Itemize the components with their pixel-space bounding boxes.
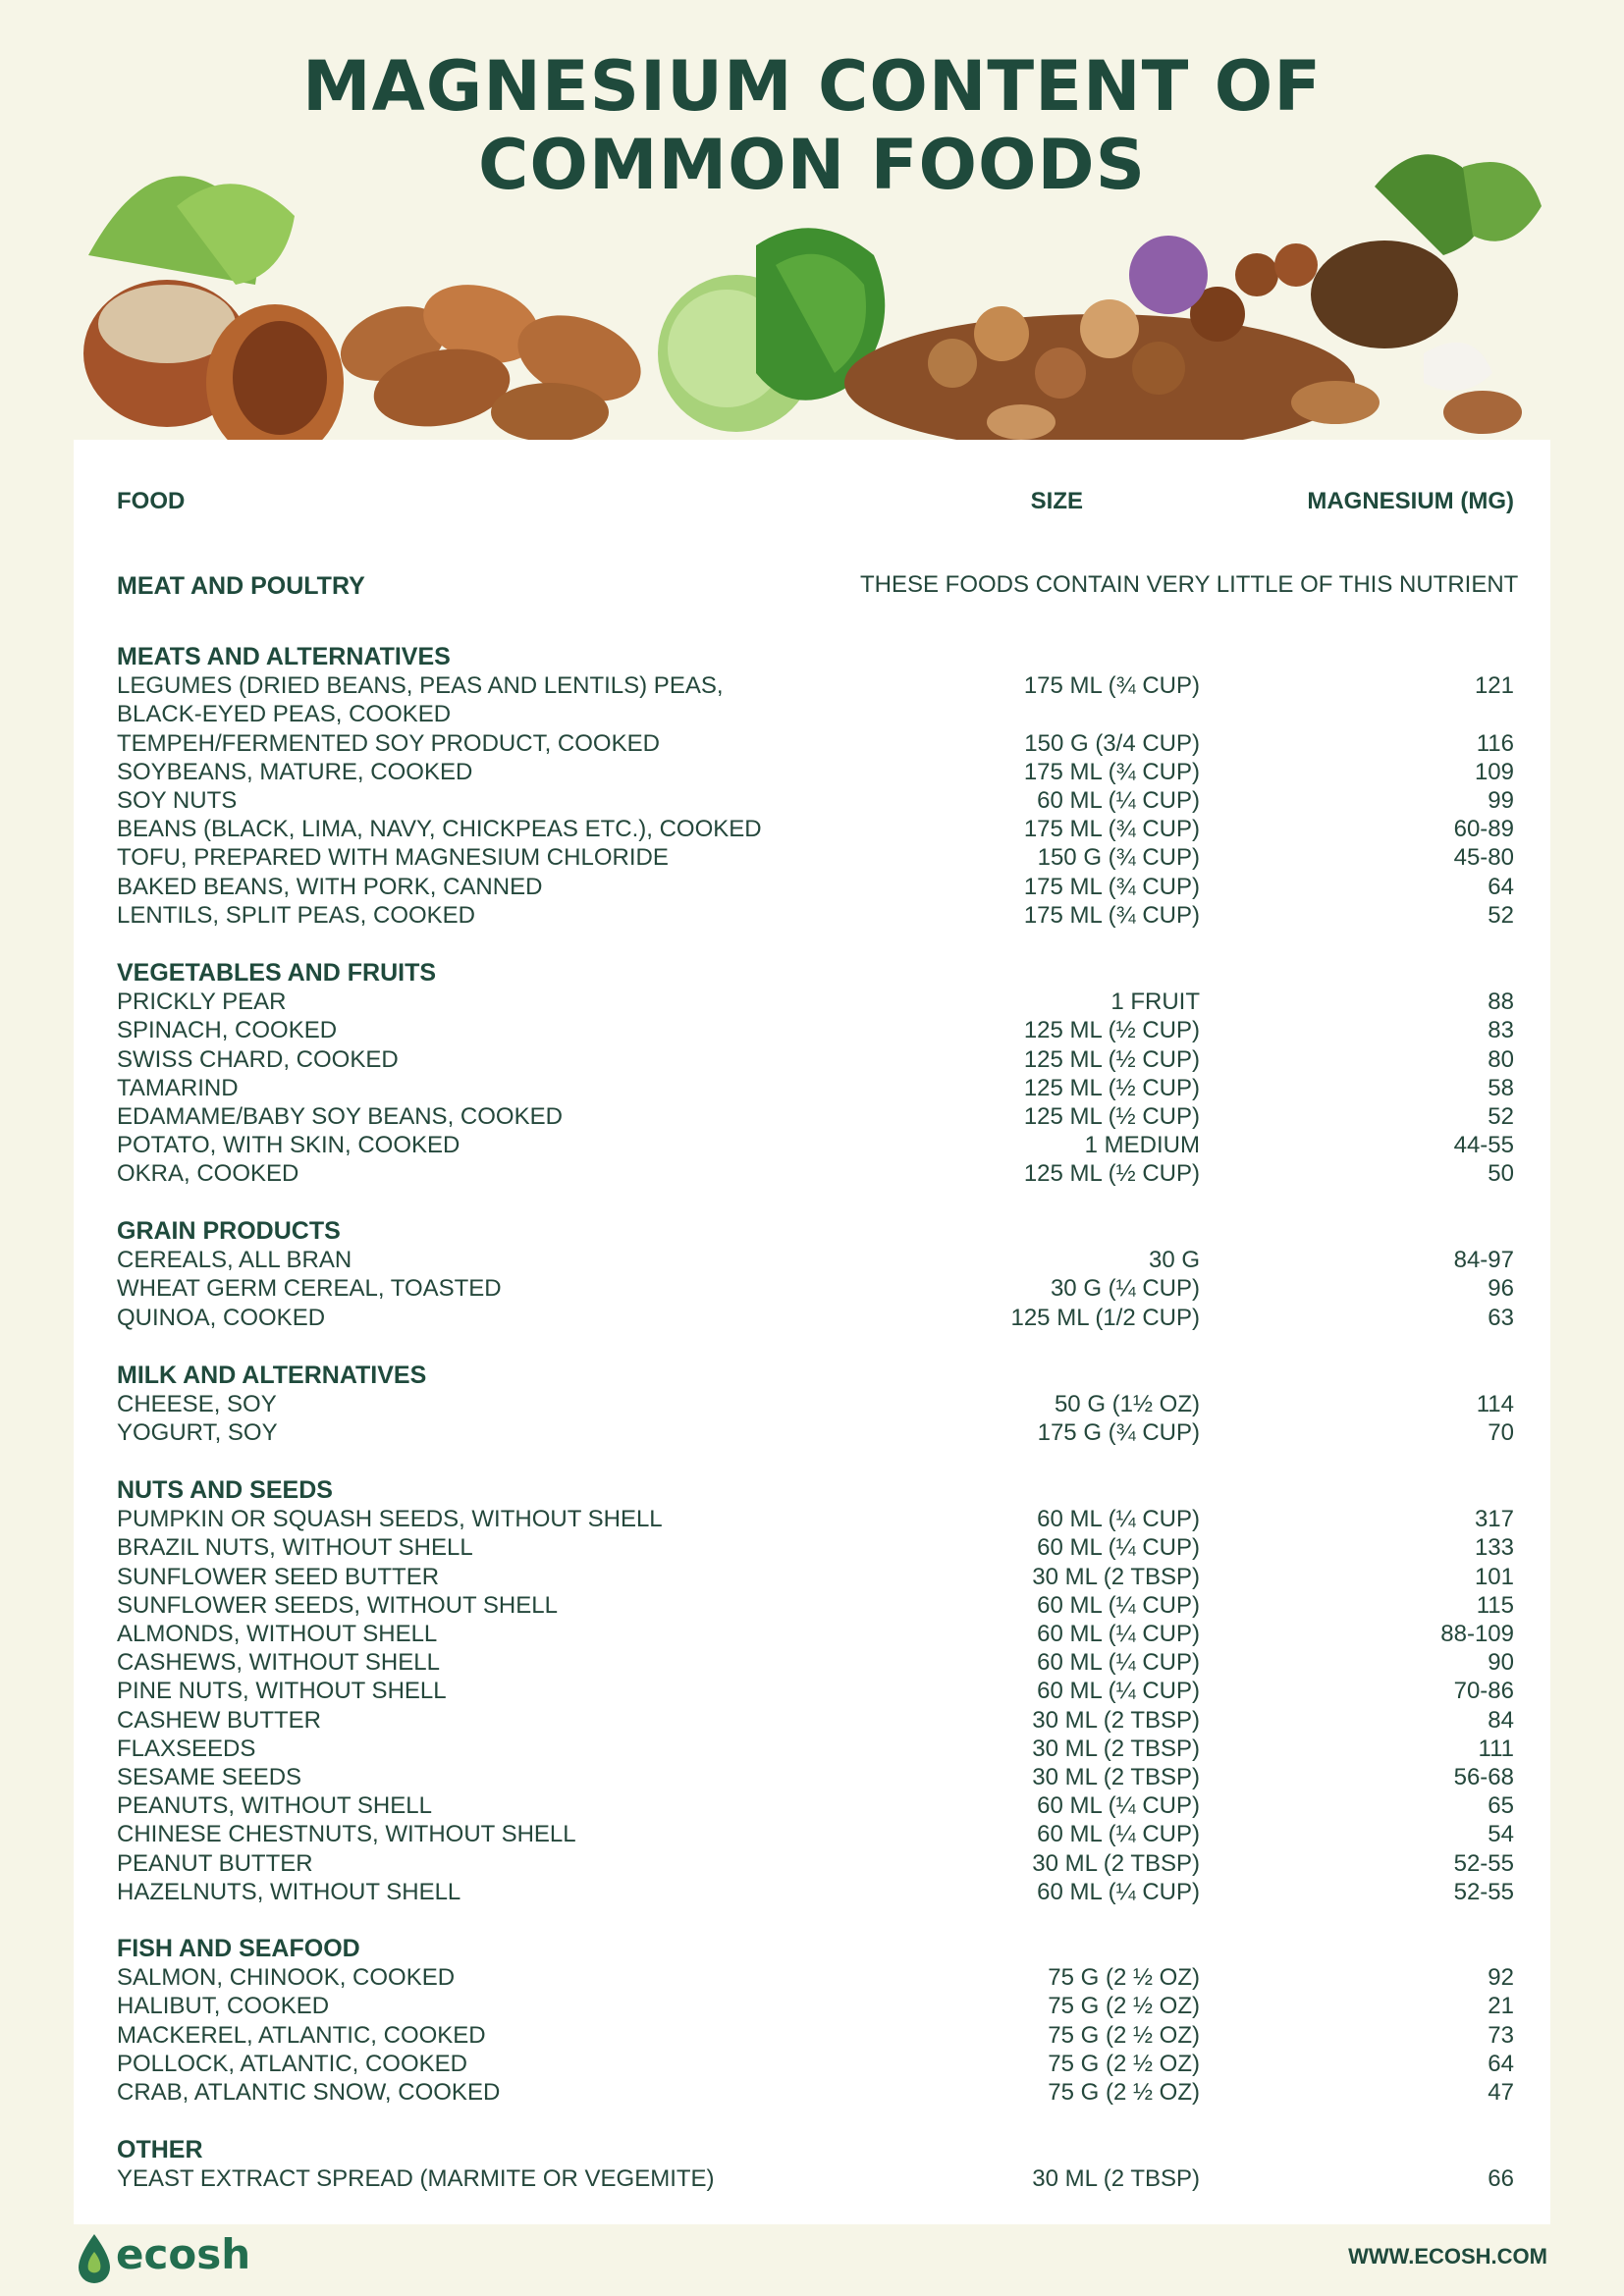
size-cell: 60 ML (¼ CUP) xyxy=(1037,787,1200,814)
magnesium-cell: 45-80 xyxy=(1453,844,1514,872)
table-row xyxy=(117,1418,1514,1447)
magnesium-cell: 58 xyxy=(1488,1074,1514,1101)
table-row xyxy=(117,873,1514,901)
size-cell: 125 ML (½ CUP) xyxy=(1023,1017,1200,1044)
food-cell: CASHEW BUTTER xyxy=(117,1706,322,1734)
table-row xyxy=(117,1706,1514,1735)
magnesium-cell: 111 xyxy=(1478,1735,1514,1762)
table-row xyxy=(117,671,1514,700)
title-line-2: COMMON FOODS xyxy=(477,125,1146,205)
magnesium-cell: 60-89 xyxy=(1453,816,1514,843)
food-banner-image xyxy=(69,128,1561,461)
food-cell: ALMONDS, WITHOUT SHELL xyxy=(117,1621,438,1647)
size-cell: 1 FRUIT xyxy=(1110,988,1200,1016)
food-cell: HAZELNUTS, WITHOUT SHELL xyxy=(117,1878,461,1905)
size-cell: 75 G (2 ½ OZ) xyxy=(1048,2050,1200,2077)
magnesium-cell: 66 xyxy=(1488,2165,1514,2193)
magnesium-cell: 44-55 xyxy=(1453,1132,1514,1159)
table-row xyxy=(117,1045,1514,1074)
section-title: MILK AND ALTERNATIVES xyxy=(117,1362,427,1389)
size-cell: 175 ML (¾ CUP) xyxy=(1023,758,1200,785)
magnesium-cell: 70 xyxy=(1488,1419,1514,1447)
food-cell: YEAST EXTRACT SPREAD (MARMITE OR VEGEMITE) xyxy=(117,2165,715,2193)
food-cell: SPINACH, COOKED xyxy=(117,1017,338,1044)
section-title: OTHER xyxy=(117,2136,203,2163)
column-header-food: FOOD xyxy=(117,488,186,514)
food-cell: OKRA, COOKED xyxy=(117,1160,299,1188)
size-cell: 50 G (1½ OZ) xyxy=(1054,1391,1200,1418)
food-cell: PUMPKIN OR SQUASH SEEDS, WITHOUT SHELL xyxy=(117,1506,663,1533)
section-title: VEGETABLES AND FRUITS xyxy=(117,959,437,987)
section-title: FISH AND SEAFOOD xyxy=(117,1935,360,1962)
size-cell: 60 ML (¼ CUP) xyxy=(1037,1506,1200,1533)
size-cell: 175 ML (¾ CUP) xyxy=(1023,816,1200,843)
magnesium-cell: 54 xyxy=(1488,1821,1514,1848)
magnesium-cell: 84-97 xyxy=(1453,1247,1514,1274)
size-cell: 75 G (2 ½ OZ) xyxy=(1048,2079,1200,2106)
magnesium-cell: 63 xyxy=(1488,1304,1514,1331)
food-cell: PINE NUTS, WITHOUT SHELL xyxy=(117,1678,447,1705)
size-cell: 60 ML (¼ CUP) xyxy=(1037,1591,1200,1619)
food-cell: CHEESE, SOY xyxy=(117,1391,277,1418)
magnesium-cell: 70-86 xyxy=(1453,1678,1514,1705)
table-row xyxy=(117,700,1514,728)
magnesium-cell: 47 xyxy=(1488,2079,1514,2106)
table-row xyxy=(117,1591,1514,1620)
food-cell: HALIBUT, COOKED xyxy=(117,1993,330,2020)
table-row xyxy=(117,1246,1514,1274)
table-row xyxy=(117,843,1514,872)
table-row xyxy=(117,1505,1514,1533)
size-cell: 175 G (¾ CUP) xyxy=(1037,1419,1200,1447)
table-row xyxy=(117,1304,1514,1332)
size-cell: 125 ML (½ CUP) xyxy=(1023,1045,1200,1073)
food-cell: WHEAT GERM CEREAL, TOASTED xyxy=(117,1275,502,1303)
magnesium-cell: 80 xyxy=(1488,1045,1514,1073)
food-cell: BEANS (BLACK, LIMA, NAVY, CHICKPEAS ETC.), COOKED xyxy=(117,816,762,843)
size-cell: 175 ML (¾ CUP) xyxy=(1023,901,1200,929)
table-row xyxy=(117,1648,1514,1677)
food-cell: BRAZIL NUTS, WITHOUT SHELL xyxy=(117,1534,473,1562)
meat-poultry-note: THESE FOODS CONTAIN VERY LITTLE OF THIS NUTRIENT xyxy=(860,571,1519,598)
table-row xyxy=(117,1677,1514,1705)
size-cell: 60 ML (¼ CUP) xyxy=(1037,1878,1200,1905)
magnesium-cell: 92 xyxy=(1488,1964,1514,1992)
magnesium-cell: 64 xyxy=(1488,873,1514,900)
table-row xyxy=(117,1533,1514,1562)
table-row xyxy=(117,2021,1514,2050)
table-row xyxy=(117,758,1514,786)
food-cell: PEANUT BUTTER xyxy=(117,1849,313,1877)
magnesium-cell: 52 xyxy=(1488,901,1514,929)
food-cell: QUINOA, COOKED xyxy=(117,1304,326,1331)
food-cell: FLAXSEEDS xyxy=(117,1735,256,1762)
size-cell: 60 ML (¼ CUP) xyxy=(1037,1649,1200,1677)
size-cell: 150 G (3/4 CUP) xyxy=(1024,729,1200,757)
table-row xyxy=(117,815,1514,843)
table-row xyxy=(117,1074,1514,1102)
food-cell: SUNFLOWER SEED BUTTER xyxy=(117,1563,440,1590)
magnesium-cell: 56-68 xyxy=(1453,1764,1514,1790)
magnesium-cell: 88-109 xyxy=(1440,1621,1514,1647)
size-cell: 30 ML (2 TBSP) xyxy=(1032,1563,1200,1590)
section-title: MEATS AND ALTERNATIVES xyxy=(117,643,451,670)
size-cell: 125 ML (½ CUP) xyxy=(1023,1074,1200,1101)
magnesium-cell: 52-55 xyxy=(1453,1878,1514,1905)
magnesium-cell: 133 xyxy=(1474,1534,1514,1562)
food-cell: LENTILS, SPLIT PEAS, COOKED xyxy=(117,901,476,929)
table-row xyxy=(117,2078,1514,2107)
size-cell: 30 ML (2 TBSP) xyxy=(1032,1764,1200,1790)
size-cell: 125 ML (½ CUP) xyxy=(1023,1160,1200,1188)
magnesium-cell: 65 xyxy=(1488,1792,1514,1820)
size-cell: 30 G xyxy=(1148,1247,1200,1274)
food-cell: CASHEWS, WITHOUT SHELL xyxy=(117,1649,440,1677)
food-cell: MACKEREL, ATLANTIC, COOKED xyxy=(117,2021,486,2049)
magnesium-cell: 64 xyxy=(1488,2050,1514,2077)
magnesium-cell: 52 xyxy=(1488,1103,1514,1130)
column-header-size: SIZE xyxy=(1030,488,1083,514)
food-cell: TAMARIND xyxy=(117,1074,239,1101)
food-cell: TEMPEH/FERMENTED SOY PRODUCT, COOKED xyxy=(117,729,660,757)
title-line-1: MAGNESIUM CONTENT OF xyxy=(301,46,1323,127)
table-row xyxy=(117,2164,1514,2193)
food-cell: BLACK-EYED PEAS, COOKED xyxy=(117,701,452,728)
food-cell: POTATO, WITH SKIN, COOKED xyxy=(117,1132,460,1159)
magnesium-cell: 121 xyxy=(1474,672,1514,700)
food-cell: CHINESE CHESTNUTS, WITHOUT SHELL xyxy=(117,1821,576,1848)
section-title: GRAIN PRODUCTS xyxy=(117,1217,341,1245)
size-cell: 75 G (2 ½ OZ) xyxy=(1048,2021,1200,2049)
size-cell: 60 ML (¼ CUP) xyxy=(1037,1821,1200,1848)
magnesium-cell: 114 xyxy=(1476,1391,1514,1418)
food-cell: EDAMAME/BABY SOY BEANS, COOKED xyxy=(117,1103,563,1130)
table-row xyxy=(117,1878,1514,1906)
size-cell: 60 ML (¼ CUP) xyxy=(1037,1792,1200,1820)
section-title: NUTS AND SEEDS xyxy=(117,1476,333,1504)
table-row xyxy=(117,1390,1514,1418)
food-cell: SOYBEANS, MATURE, COOKED xyxy=(117,758,473,785)
column-header-magnesium: MAGNESIUM (MG) xyxy=(1307,488,1514,514)
food-cell: PRICKLY PEAR xyxy=(117,988,287,1016)
table-row xyxy=(117,901,1514,930)
table-row xyxy=(117,1820,1514,1848)
table-row xyxy=(117,1963,1514,1992)
food-cell: SUNFLOWER SEEDS, WITHOUT SHELL xyxy=(117,1591,558,1619)
magnesium-cell: 84 xyxy=(1488,1706,1514,1734)
size-cell: 125 ML (1/2 CUP) xyxy=(1010,1304,1200,1331)
size-cell: 75 G (2 ½ OZ) xyxy=(1048,1964,1200,1992)
magnesium-cell: 116 xyxy=(1476,729,1514,757)
table-row xyxy=(117,1102,1514,1131)
table-row xyxy=(117,1274,1514,1303)
magnesium-cell: 83 xyxy=(1488,1017,1514,1044)
food-cell: CRAB, ATLANTIC SNOW, COOKED xyxy=(117,2079,501,2106)
table-row xyxy=(117,2050,1514,2078)
section-title-meat-poultry: MEAT AND POULTRY xyxy=(117,572,365,600)
table-row xyxy=(117,988,1514,1016)
table-row xyxy=(117,1159,1514,1188)
footer-url[interactable]: WWW.ECOSH.COM xyxy=(1348,2244,1547,2269)
food-cell: SOY NUTS xyxy=(117,787,238,814)
magnesium-cell: 109 xyxy=(1474,758,1514,785)
size-cell: 30 ML (2 TBSP) xyxy=(1032,1735,1200,1762)
food-cell: SWISS CHARD, COOKED xyxy=(117,1045,399,1073)
food-cell: PEANUTS, WITHOUT SHELL xyxy=(117,1792,432,1820)
table-row xyxy=(117,1791,1514,1820)
size-cell: 150 G (¾ CUP) xyxy=(1037,844,1200,872)
magnesium-cell: 88 xyxy=(1488,988,1514,1016)
table-row xyxy=(117,1849,1514,1878)
magnesium-cell: 99 xyxy=(1488,787,1514,814)
food-cell: POLLOCK, ATLANTIC, COOKED xyxy=(117,2050,467,2077)
size-cell: 1 MEDIUM xyxy=(1084,1132,1200,1159)
size-cell: 125 ML (½ CUP) xyxy=(1023,1103,1200,1130)
magnesium-cell: 96 xyxy=(1488,1275,1514,1303)
footer-brand: ecosh xyxy=(116,2230,251,2278)
size-cell: 60 ML (¼ CUP) xyxy=(1037,1621,1200,1647)
table-row xyxy=(117,1016,1514,1044)
table-row xyxy=(117,729,1514,758)
table-row xyxy=(117,1992,1514,2020)
size-cell: 30 ML (2 TBSP) xyxy=(1032,1706,1200,1734)
food-cell: CEREALS, ALL BRAN xyxy=(117,1247,352,1274)
size-cell: 60 ML (¼ CUP) xyxy=(1037,1678,1200,1705)
size-cell: 60 ML (¼ CUP) xyxy=(1037,1534,1200,1562)
table-row xyxy=(117,1131,1514,1159)
food-cell: SESAME SEEDS xyxy=(117,1764,302,1790)
food-cell: YOGURT, SOY xyxy=(117,1419,278,1447)
magnesium-cell: 90 xyxy=(1488,1649,1514,1677)
size-cell: 30 ML (2 TBSP) xyxy=(1032,1849,1200,1877)
size-cell: 30 G (¼ CUP) xyxy=(1050,1275,1200,1303)
size-cell: 30 ML (2 TBSP) xyxy=(1032,2165,1200,2193)
magnesium-cell: 52-55 xyxy=(1453,1849,1514,1877)
table-row xyxy=(117,1763,1514,1791)
food-cell: BAKED BEANS, WITH PORK, CANNED xyxy=(117,873,543,900)
table-row xyxy=(117,1563,1514,1591)
magnesium-cell: 73 xyxy=(1488,2021,1514,2049)
food-cell: SALMON, CHINOOK, COOKED xyxy=(117,1964,456,1992)
size-cell: 175 ML (¾ CUP) xyxy=(1023,873,1200,900)
food-cell: TOFU, PREPARED WITH MAGNESIUM CHLORIDE xyxy=(117,844,669,872)
table-row xyxy=(117,786,1514,815)
magnesium-cell: 21 xyxy=(1488,1993,1514,2020)
magnesium-cell: 50 xyxy=(1488,1160,1514,1188)
magnesium-cell: 317 xyxy=(1474,1506,1514,1533)
food-cell: LEGUMES (DRIED BEANS, PEAS AND LENTILS) PEAS, xyxy=(117,672,724,700)
size-cell: 75 G (2 ½ OZ) xyxy=(1048,1993,1200,2020)
magnesium-cell: 101 xyxy=(1474,1563,1514,1590)
table-row xyxy=(117,1620,1514,1648)
size-cell: 175 ML (¾ CUP) xyxy=(1023,672,1200,700)
magnesium-cell: 115 xyxy=(1476,1591,1514,1619)
table-row xyxy=(117,1735,1514,1763)
